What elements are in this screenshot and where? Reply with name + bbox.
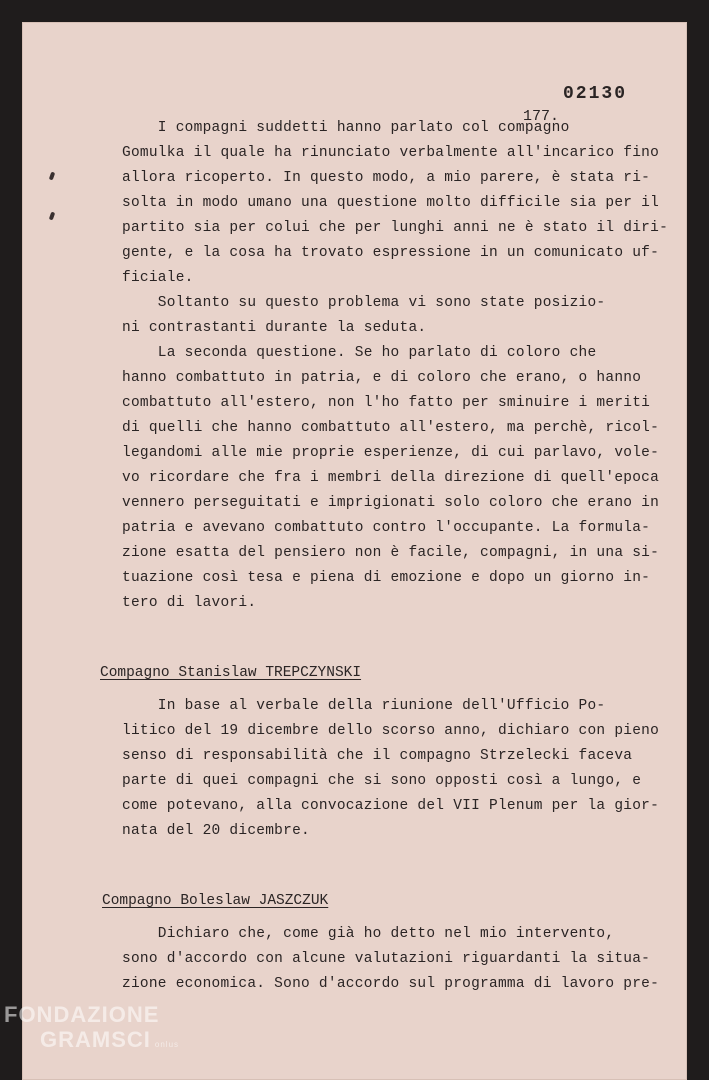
fondazione-gramsci-watermark <box>4 1004 179 1059</box>
text-line: patria e avevano combattuto contro l'occupante. La formula- <box>122 520 651 536</box>
text-line: sono d'accordo con alcune valutazioni riguardanti la situa- <box>122 951 651 967</box>
text-line: come potevano, alla convocazione del VII Plenum per la gior- <box>122 798 660 814</box>
text-line: I compagni suddetti hanno parlato col compagno <box>122 120 570 136</box>
text-line: legandomi alle mie proprie esperienze, di cui parlavo, vole- <box>122 445 660 461</box>
text-line: combattuto all'estero, non l'ho fatto per sminuire i meriti <box>122 395 651 411</box>
margin-mark <box>49 172 55 181</box>
watermark-line2-text: GRAMSCI <box>40 1027 151 1052</box>
text-line: tero di lavori. <box>122 595 257 611</box>
text-line: nata del 20 dicembre. <box>122 823 310 839</box>
page-number: 177. <box>522 108 559 125</box>
text-line: litico del 19 dicembre dello scorso anno, dichiaro con pieno <box>122 723 660 739</box>
text-line: ficiale. <box>122 270 194 286</box>
watermark-line2 <box>40 1026 179 1059</box>
watermark-suffix: onlus <box>154 1040 180 1049</box>
text-line: ni contrastanti durante la seduta. <box>122 320 427 336</box>
text-line: Soltanto su questo problema vi sono state posizio- <box>122 295 606 311</box>
text-line: zione economica. Sono d'accordo sul programma di lavoro pre- <box>122 976 660 992</box>
text-line: tuazione così tesa e piena di emozione e dopo un giorno in- <box>122 570 651 586</box>
text-line: In base al verbale della riunione dell'Ufficio Po- <box>122 698 606 714</box>
section-heading-jaszczuk: Compagno Boleslaw JASZCZUK <box>102 893 329 909</box>
text-line: La seconda questione. Se ho parlato di coloro che <box>122 345 597 361</box>
text-line: senso di responsabilità che il compagno Strzelecki faceva <box>122 748 633 764</box>
section-heading-trepczynski: Compagno Stanislaw TREPCZYNSKI <box>100 665 362 681</box>
watermark-line1: FONDAZIONE <box>4 1002 160 1027</box>
document-number: 02130 <box>562 84 627 104</box>
text-line: vennero perseguitati e imprigionati solo coloro che erano in <box>122 495 660 511</box>
text-line: solta in modo umano una questione molto difficile sia per il <box>122 195 660 211</box>
text-line: Dichiaro che, come già ho detto nel mio intervento, <box>122 926 615 942</box>
document-page <box>22 22 687 1080</box>
text-line: gente, e la cosa ha trovato espressione in un comunicato uf- <box>122 245 660 261</box>
margin-mark <box>49 212 55 221</box>
text-line: allora ricoperto. In questo modo, a mio parere, è stata ri- <box>122 170 651 186</box>
text-line: zione esatta del pensiero non è facile, compagni, in una si- <box>122 545 660 561</box>
text-line: Gomulka il quale ha rinunciato verbalmente all'incarico fino <box>122 145 660 161</box>
text-line: hanno combattuto in patria, e di coloro che erano, o hanno <box>122 370 642 386</box>
text-line: partito sia per colui che per lunghi anni ne è stato il diri- <box>122 220 669 236</box>
text-line: parte di quei compagni che si sono opposti così a lungo, e <box>122 773 642 789</box>
text-line: vo ricordare che fra i membri della direzione di quell'epoca <box>122 470 660 486</box>
text-line: di quelli che hanno combattuto all'estero, ma perchè, ricol- <box>122 420 660 436</box>
